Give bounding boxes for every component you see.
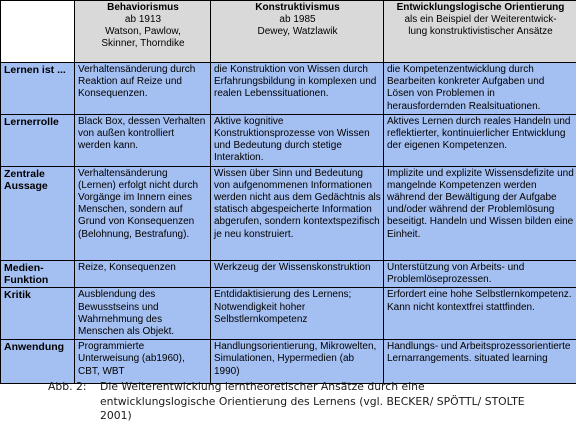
header-line: ab 1913 [124,14,162,25]
header-line: Watson, Pawlow, [105,26,181,37]
header-entwicklungslogische-orientierung [384,1,576,63]
row-label-lernen-ist: Lernen ist ... [1,63,75,115]
table-row [1,166,576,260]
caption-label: Abb. 2: [48,380,87,393]
table-cell: Handlungs- und Arbeitsprozessorientierte Lernarrangements. situated learning [384,340,576,384]
table-cell: Erfordert eine hohe Selbstlernkompetenz. Kann nicht kontextfrei stattfinden. [384,288,576,340]
header-line: lung konstruktivistischer Ansätze [408,26,553,37]
table-cell: Black Box, dessen Verhalten von außen kontrolliert werden kann. [75,114,211,166]
row-label-medien-funktion: Medien-Funktion [1,260,75,288]
table-row [1,288,576,340]
table-cell: Handlungsorientierung, Mikrowelten, Simulationen, Hypermedien (ab 1990) [211,340,384,384]
header-behaviorismus [75,1,211,63]
row-label-anwendung: Anwendung [1,340,75,384]
header-konstruktivismus [211,1,384,63]
table-row [1,260,576,288]
table-cell: Unterstützung von Arbeits- und Problemlöseprozessen. [384,260,576,288]
table-cell: Wissen über Sinn und Bedeutung von aufgenommenen Informationen werden nicht aus dem Gedächtnis als statisch abgespeicherte Information abgerufen, sondern kontextspezifisch je neu konstruiert. [211,166,384,260]
row-label-lernerrolle: Lernerrolle [1,114,75,166]
table-row [1,114,576,166]
header-title: Konstruktivismus [255,2,340,13]
table-cell: Ausblendung des Bewusstseins und Wahrnehmung des Menschen als Objekt. [75,288,211,340]
header-line: als ein Beispiel der Weiterentwick- [404,14,557,25]
header-line: ab 1985 [279,14,316,25]
row-label-kritik: Kritik [1,288,75,340]
header-line: Skinner, Thorndike [101,38,185,49]
table-cell: die Konstruktion von Wissen durch Erfahrungsbildung in komplexen und realen Lebenssituationen. [211,63,384,115]
table-cell: Programmierte Unterweisung (ab1960), CBT, WBT [75,340,211,384]
table-cell: Werkzeug der Wissenskonstruktion [211,260,384,288]
row-label-zentrale-aussage: Zentrale Aussage [1,166,75,260]
table-cell: Verhaltensänderung durch Reaktion auf Reize und Konsequenzen. [75,63,211,115]
table-cell: Aktives Lernen durch reales Handeln und reflektierter, kontinuierlicher Entwicklung der eigenen Kompetenzen. [384,114,576,166]
table-row [1,340,576,384]
table-cell: die Kompetenzentwicklung durch Bearbeiten konkreter Aufgaben und Lösen von Problemen in herausfordernden Realsituationen. [384,63,576,115]
header-row [1,1,576,63]
table-cell: Entdidaktisierung des Lernens; Notwendigkeit hoher Selbstlernkompetenz [211,288,384,340]
caption-text: Die Weiterentwicklung lerntheoretischer Ansätze durch eine entwicklungslogische Orientierung des Lernens (vgl. BECKER/ SPÖTTL/ STOLTE 2001) [100,380,525,423]
header-corner-cell [1,1,75,63]
table-cell: Aktive kognitive Konstruktionsprozesse von Wissen und Bedeutung durch stetige Interaktion. [211,114,384,166]
table-cell: Reize, Konsequenzen [75,260,211,288]
table-cell: Implizite und explizite Wissensdefizite und mangelnde Kompetenzen werden während der Bewältigung der Aufgabe und/oder während der Problemlösung beseitigt. Handeln und Wissen bilden eine Einheit. [384,166,576,260]
header-line: Dewey, Watzlawik [257,26,338,37]
figure-caption [48,380,568,424]
header-title: Behaviorismus [107,2,179,13]
table-row [1,63,576,115]
header-title: Entwicklungslogische Orientierung [396,2,565,13]
table-cell: Verhaltensänderung (Lernen) erfolgt nicht durch Vorgänge im Innern eines Menschen, sondern auf Grund von Konsequenzen (Belohnung, Bestrafung). [75,166,211,260]
